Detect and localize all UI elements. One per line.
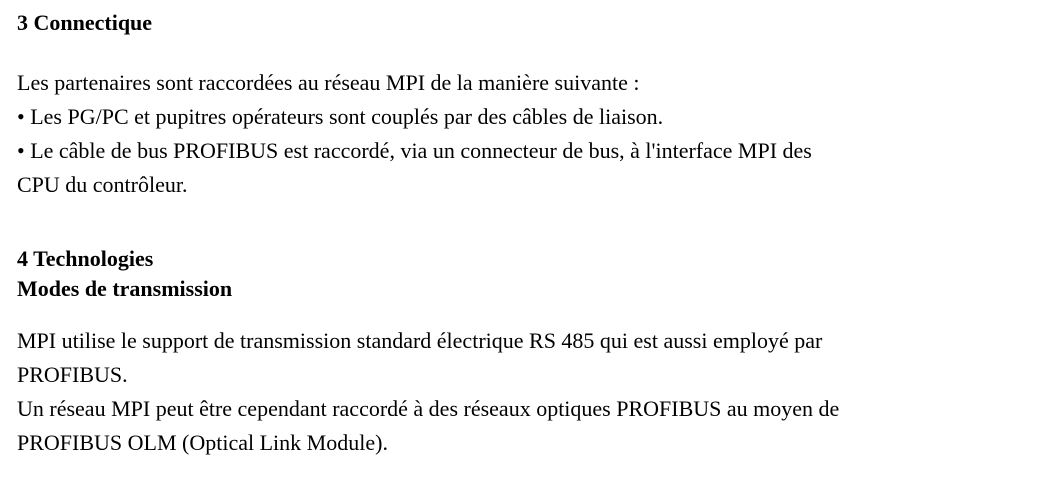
section-3-heading: 3 Connectique [17, 10, 153, 35]
document-page [17, 8, 1003, 460]
section-4-para-2-line-2: PROFIBUS OLM (Optical Link Module). [17, 430, 388, 455]
section-3-bullet-2-line-2: CPU du contrôleur. [17, 172, 188, 197]
section-4-heading: 4 Technologies [17, 246, 154, 271]
section-4-para-1-line-2: PROFIBUS. [17, 362, 128, 387]
section-3-bullet-1: • Les PG/PC et pupitres opérateurs sont couplés par des câbles de liaison. [17, 104, 664, 129]
spacer [17, 202, 1003, 244]
section-4-para-1-line-1: MPI utilise le support de transmission standard électrique RS 485 qui est aussi employé par [17, 328, 823, 353]
spacer [17, 38, 1003, 66]
section-4-para-2-line-1: Un réseau MPI peut être cependant raccordé à des réseaux optiques PROFIBUS au moyen de [17, 396, 840, 421]
section-3-intro: Les partenaires sont raccordées au réseau MPI de la manière suivante : [17, 70, 640, 95]
section-3-bullet-2-line-1: • Le câble de bus PROFIBUS est raccordé, via un connecteur de bus, à l'interface MPI des [17, 138, 812, 163]
spacer [17, 304, 1003, 324]
section-4-subheading: Modes de transmission [17, 276, 233, 301]
